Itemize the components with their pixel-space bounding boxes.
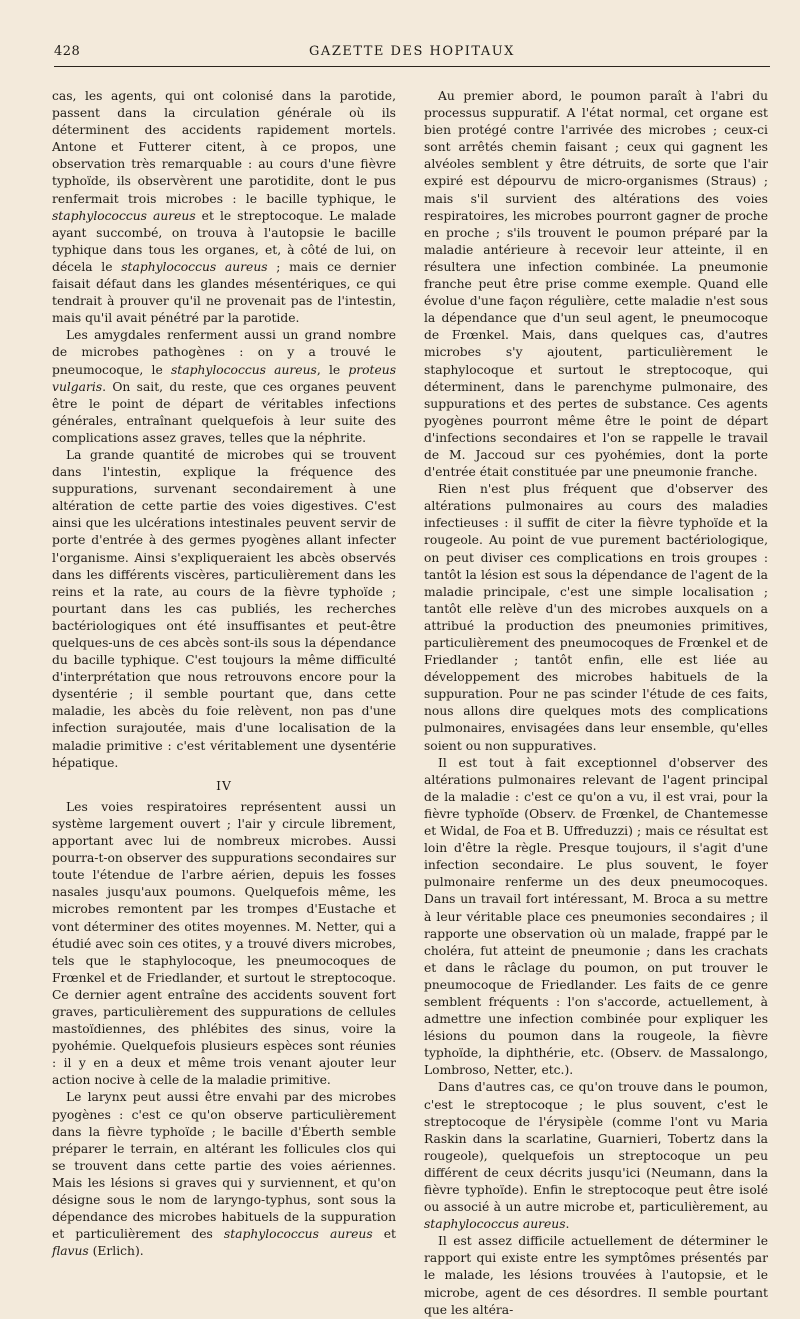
left-column (52, 88, 397, 1259)
page-header (54, 44, 770, 78)
section-heading: IV (216, 778, 232, 793)
species-name: staphylococcus aureus (171, 362, 317, 377)
paragraph: Dans d'autres cas, ce qu'on trouve dans le poumon, c'est le streptocoque ; le plus souvent, c'est le streptocoque de l'érysipèle (comme l'ont vu Maria Raskin dans la scarlatine, Guarnieri, Tobertz dans la rougeole), quelquefois un streptocoque un peu différent de ceux décrits jusqu'ici (Neumann, dans la fièvre typhoïde). Enfin le streptocoque peut être isolé ou associé à un autre microbe et, particulièrement, au staphylococcus aureus. (424, 1080, 768, 1232)
species-name: proteus vulgaris (52, 362, 397, 394)
paragraph: Les amygdales renferment aussi un grand nombre de microbes pathogènes : on y a trouvé le pneumocoque, le staphylococcus aureus, le proteus vulgaris. On sait, du reste, que ces organes peuvent être le point de départ de véritables infections générales, entraînant quelquefois à leur suite des complications assez graves, telles que la néphrite. (52, 328, 397, 445)
header-rule (54, 66, 770, 67)
species-name: staphylococcus aureus (223, 1227, 373, 1242)
paragraph: Rien n'est plus fréquent que d'observer des altérations pulmonaires au cours des maladies infectieuses : il suffit de citer la fièvre typhoïde et la rougeole. Au point de vue purement bactériologique, on peut diviser ces complications en trois groupes : tantôt la lésion est sous la dépendance de l'agent de la maladie principale, c'est une simple localisation ; tantôt elle relève d'un des microbes auxquels on a attribué la production des pneumonies primitives, particulièrement des pneumocoques de Frœnkel et de Friedlander ; tantôt enfin, elle est liée au développement des microbes habituels de la suppuration. Pour ne pas scinder l'étude de ces faits, nous allons dire quelques mots des complications pulmonaires, envisagées dans leur ensemble, qu'elles soient ou non suppuratives. (424, 482, 768, 753)
running-head: GAZETTE DES HOPITAUX (309, 44, 515, 59)
right-column (424, 88, 768, 1317)
species-name: staphylococcus aureus (52, 208, 196, 223)
paragraph: Il est tout à fait exceptionnel d'observer des altérations pulmonaires relevant de l'agent principal de la maladie : c'est ce qu'on a vu, il est vrai, pour la fièvre typhoïde (Observ. de Frœnkel, de Chantemesse et Widal, de Foa et B. Uffreduzzi) ; mais ce résultat est loin d'être la règle. Presque toujours, il s'agit d'une infection secondaire. Le plus souvent, le foyer pulmonaire renferme un des deux pneumocoques. Dans un travail fort intéressant, M. Broca a su mettre à leur véritable place ces pneumonies secondaires ; il rapporte une observation où un malade, frappé par le choléra, fut atteint de pneumonie ; dans les crachats et dans le râclage du poumon, on put trouver le pneumocoque de Friedlander. Les faits de ce genre semblent fréquents : l'on s'accorde, actuellement, à admettre une infection combinée pour expliquer les lésions du poumon dans la rougeole, la fièvre typhoïde, la diphthérie, etc. (Observ. de Massalongo, Lombroso, Netter, etc.). (424, 755, 768, 1078)
page-number: 428 (54, 44, 81, 59)
paragraph: Les voies respiratoires représentent aussi un système largement ouvert ; l'air y circule librement, apportant avec lui de nombreux microbes. Aussi pourra-t-on observer des suppurations secondaires sur toute l'étendue de l'arbre aérien, depuis les fosses nasales jusqu'aux poumons. Quelquefois même, les microbes remontent par les trompes d'Eustache et vont déterminer des otites moyennes. M. Netter, qui a étudié avec soin ces otites, y a trouvé divers microbes, tels que le staphylocoque, les pneumocoques de Frœnkel et de Friedlander, et surtout le streptocoque. Ce dernier agent entraîne des accidents souvent fort graves, particulièrement des suppurations de cellules mastoïdiennes, des phlébites des sinus, voire la pyohémie. Quelquefois plusieurs espèces sont réunies : il y en a deux et même trois venant ajouter leur action nocive à celle de la maladie primitive. (52, 799, 396, 1088)
species-name: staphylococcus aureus (424, 1217, 566, 1232)
paragraph: Au premier abord, le poumon paraît à l'abri du processus suppuratif. A l'état normal, cet organe est bien protégé contre l'arrivée des microbes ; ceux-ci sont arrêtés chemin faisant ; ceux qui gagnent les alvéoles semblent y être détruits, de sorte que l'air expiré est dépourvu de micro-organismes (Straus) ; mais s'il survient des altérations des voies respiratoires, les microbes pourront gagner de proche en proche ; s'ils trouvent le poumon préparé par la maladie antérieure à recevoir leur atteinte, il en résultera une infection combinée. La pneumonie franche peut être prise comme exemple. Quand elle évolue d'une façon régulière, cette maladie n'est sous la dépendance que d'un seul agent, le pneumocoque de Frœnkel. Mais, dans quelques cas, d'autres microbes s'y ajoutent, particulièrement le staphylocoque et surtout le streptocoque, qui déterminent, dans le parenchyme pulmonaire, des suppurations et des pertes de substance. Ces agents pyogènes pourront même être le point de départ d'infections secondaires et l'on se rappelle le travail de M. Jaccoud sur ces pyohémies, dont la porte d'entrée était constituée par une pneumonie franche. (424, 89, 768, 480)
species-name: flavus (52, 1244, 89, 1259)
paragraph: La grande quantité de microbes qui se trouvent dans l'intestin, explique la fréquence des suppurations, survenant secondairement à une altération de cette partie des voies digestives. C'est ainsi que les ulcérations intestinales peuvent servir de porte d'entrée à des germes pyogènes allant infecter l'organisme. Ainsi s'expliqueraient les abcès observés dans les différents viscères, particulièrement dans les reins et la rate, au cours de la fièvre typhoïde ; pourtant dans les cas publiés, les recherches bactériologiques ont été insuffisantes et peut-être quelques-uns de ces abcès sont-ils sous la dépendance du bacille typhique. C'est toujours la même difficulté d'interprétation que nous retrouvons encore pour la dysentérie ; il semble pourtant que, dans cette maladie, les abcès du foie relèvent, non pas d'une infection surajoutée, mais d'une localisation de la maladie primitive : c'est véritablement une dysentérie hépatique. (52, 447, 396, 770)
paragraph: Il est assez difficile actuellement de déterminer le rapport qui existe entre les symptômes présentés par le malade, les lésions trouvées à l'autopsie, et le microbe, agent de ces désordres. Il semble pourtant que les altéra- (424, 1234, 768, 1317)
species-name: staphylococcus aureus (121, 259, 268, 274)
paragraph: cas, les agents, qui ont colonisé dans la parotide, passent dans la circulation générale où ils déterminent des accidents rapidement mortels. Antone et Futterer citent, à ce propos, une observation très remarquable : au cours d'une fièvre typhoïde, ils observèrent une parotidite, dont le pus renfermait trois microbes : le bacille typhique, le staphylococcus aureus et le streptocoque. Le malade ayant succombé, on trouva à l'autopsie le bacille typhique dans tous les organes, et, à côté de lui, on décela le staphylococcus aureus ; mais ce dernier faisait défaut dans les glandes mésentériques, ce qui tendrait à prouver qu'il ne provenait pas de l'intestin, mais qu'il avait pénétré par la parotide. (52, 89, 397, 326)
paragraph: Le larynx peut aussi être envahi par des microbes pyogènes : c'est ce qu'on observe particulièrement dans la fièvre typhoïde ; le bacille d'Éberth semble préparer le terrain, en altérant les follicules clos qui se trouvent dans cette partie des voies aériennes. Mais les lésions si graves qui y surviennent, et qu'on désigne sous le nom de laryngo-typhus, sont sous la dépendance des microbes habituels de la suppuration et particulièrement des staphylococcus aureus et flavus (Erlich). (52, 1090, 396, 1259)
